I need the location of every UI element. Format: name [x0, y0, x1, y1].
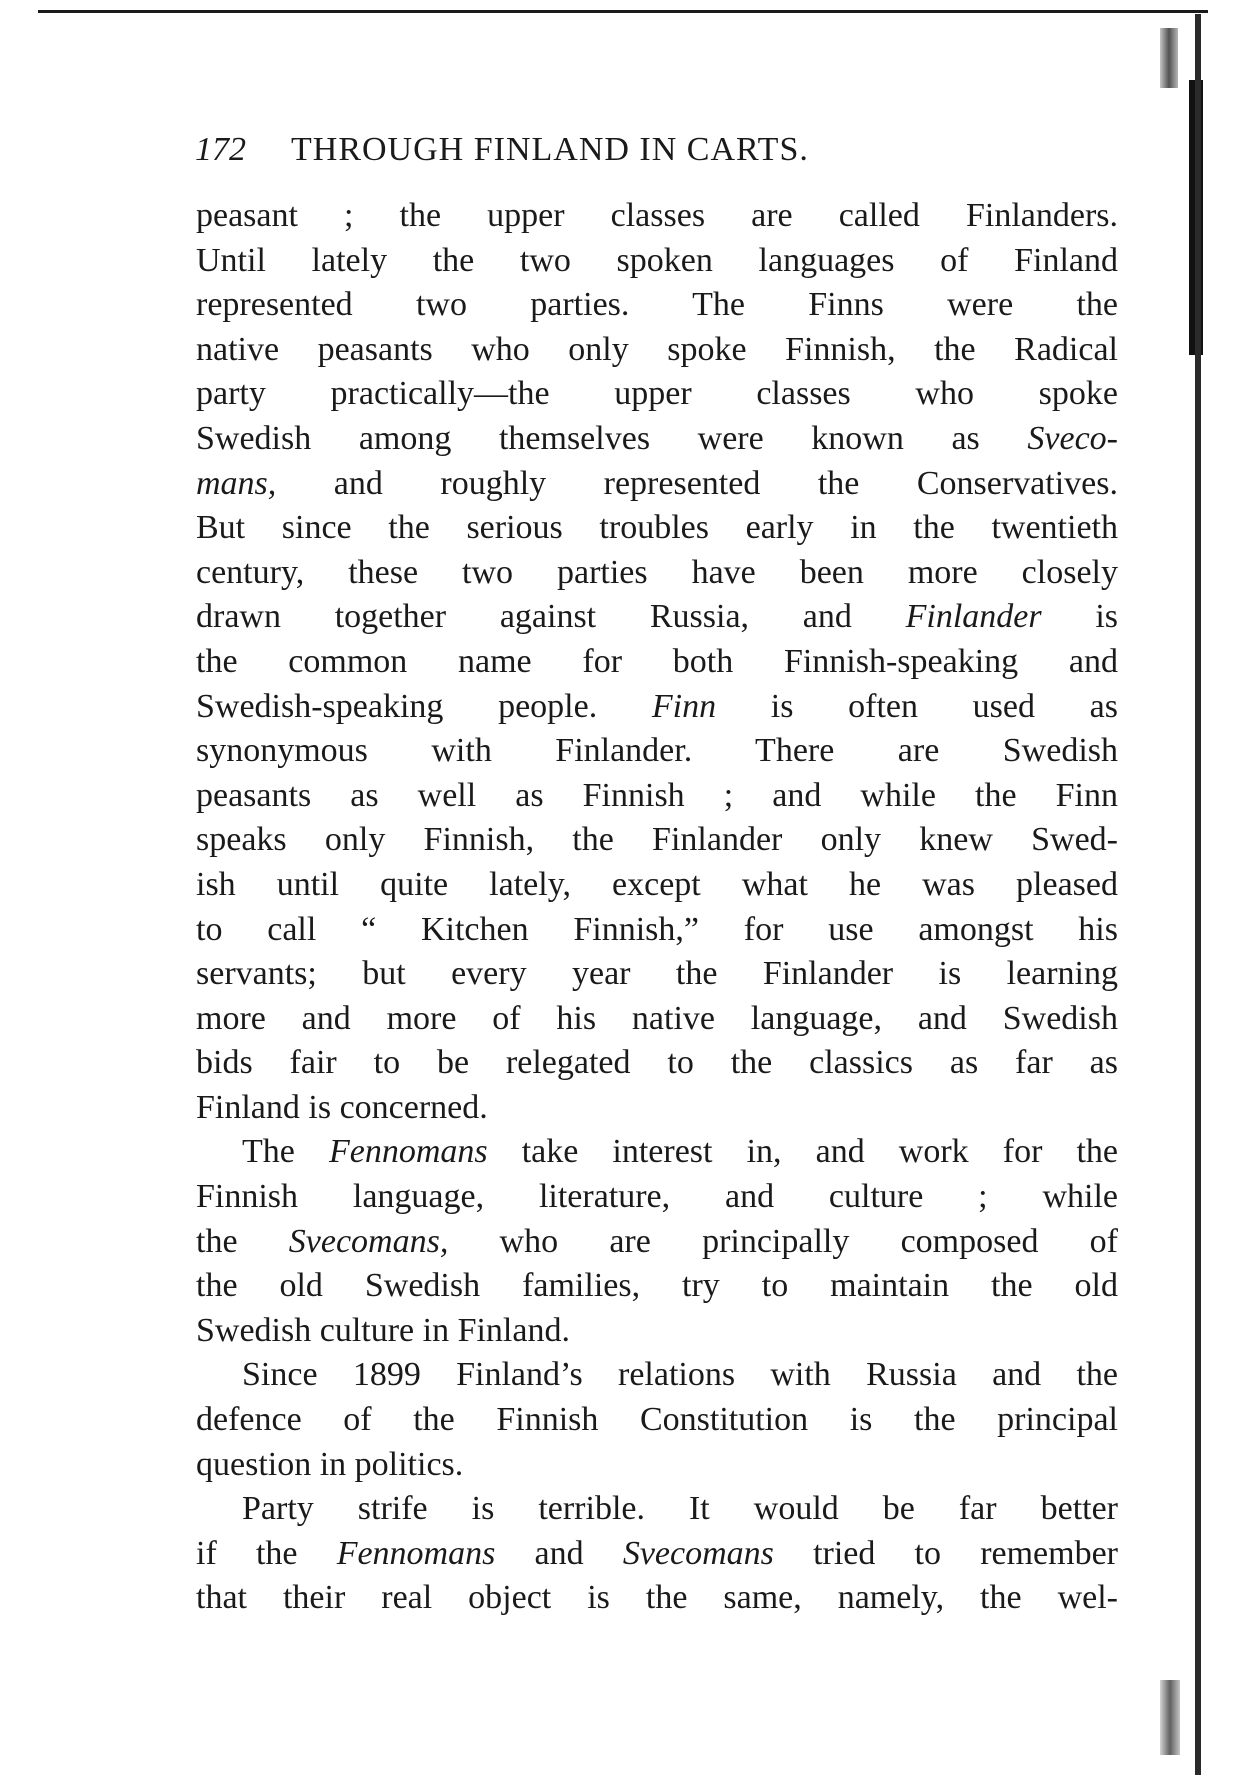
text-line: party practically—the upper classes who spoke — [196, 375, 1118, 413]
binding-shadow-bottom — [1160, 1680, 1180, 1755]
text-line: the old Swedish families, try to maintain the old — [196, 1267, 1118, 1305]
page-number: 172 — [195, 131, 246, 168]
text-line: peasant ; the upper classes are called Finlanders. — [196, 197, 1118, 234]
text-line: question in politics. — [196, 1445, 464, 1483]
text-line: century, these two parties have been more closely — [196, 553, 1118, 591]
text-line: Swedish among themselves were known as Sveco- — [196, 419, 1118, 457]
text-line: Swedish culture in Finland. — [196, 1311, 570, 1349]
text-line: bids fair to be relegated to the classics as far as — [196, 1044, 1118, 1082]
text-line: Swedish-speaking people. Finn is often used as — [196, 687, 1118, 725]
italic-term: Sveco- — [1027, 419, 1118, 457]
page-header — [195, 128, 1015, 172]
text-line: synonymous with Finlander. There are Swedish — [196, 732, 1118, 770]
text-line: to call “ Kitchen Finnish,” for use amongst his — [196, 910, 1118, 948]
body-text — [196, 194, 1118, 1621]
italic-term: Fennomans — [328, 1133, 488, 1171]
text-line: speaks only Finnish, the Finlander only knew Swed- — [196, 821, 1118, 859]
running-head: THROUGH FINLAND IN CARTS. — [291, 131, 809, 168]
text-line: Finnish language, literature, and culture ; while — [196, 1178, 1118, 1216]
text-line: more and more of his native language, and Swedish — [196, 999, 1118, 1037]
italic-term: Svecomans, — [288, 1222, 449, 1260]
text-line: if the Fennomans and Svecomans tried to remember — [196, 1534, 1118, 1572]
text-line: ish until quite lately, except what he was pleased — [196, 865, 1118, 903]
text-line: peasants as well as Finnish ; and while the Finn — [196, 776, 1118, 814]
italic-term: Fennomans — [336, 1534, 496, 1572]
text-line: drawn together against Russia, and Finlander is — [196, 598, 1119, 636]
text-line: defence of the Finnish Constitution is the principal — [196, 1401, 1118, 1439]
text-line: Until lately the two spoken languages of Finland — [196, 241, 1118, 279]
text-line: native peasants who only spoke Finnish, the Radical — [196, 330, 1118, 368]
text-line: The Fennomans take interest in, and work for the — [242, 1133, 1119, 1171]
italic-term: Finlander — [905, 598, 1042, 636]
text-line: servants; but every year the Finlander is learning — [196, 955, 1118, 993]
text-line: Since 1899 Finland’s relations with Russia and the — [242, 1356, 1118, 1394]
text-line: the Svecomans, who are principally composed of — [196, 1222, 1118, 1260]
text-line: that their real object is the same, namely, the wel- — [196, 1579, 1118, 1617]
text-line: Party strife is terrible. It would be far better — [242, 1490, 1118, 1528]
text-line: the common name for both Finnish-speaking and — [196, 642, 1118, 680]
italic-term: Finn — [651, 687, 717, 725]
text-line: But since the serious troubles early in the twentieth — [196, 509, 1118, 547]
text-line: represented two parties. The Finns were the — [196, 286, 1118, 324]
text-line: mans, and roughly represented the Conservatives. — [196, 464, 1118, 502]
text-line: Finland is concerned. — [196, 1088, 488, 1126]
binding-edge — [1195, 14, 1201, 1775]
italic-term: Svecomans — [622, 1534, 774, 1572]
italic-term: mans, — [196, 464, 277, 502]
binding-shadow-top — [1160, 28, 1178, 88]
page-top-rule — [38, 10, 1208, 13]
